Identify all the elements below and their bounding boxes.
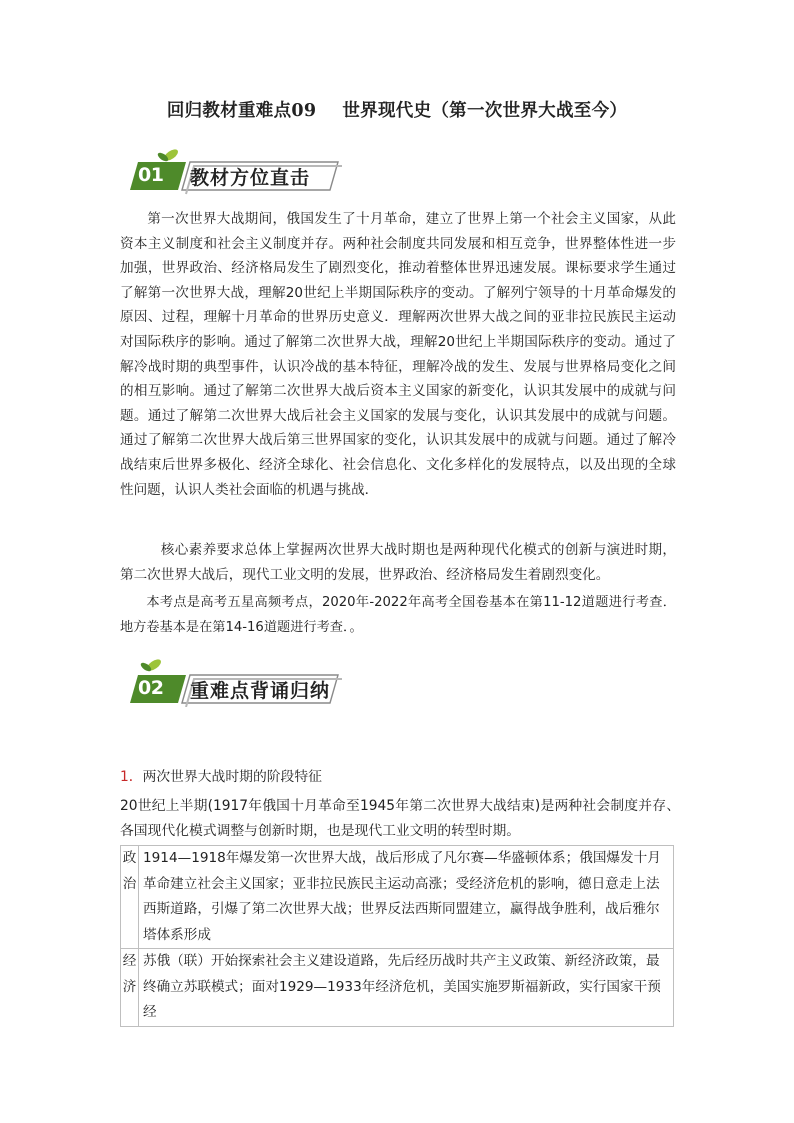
period-features-table [120, 845, 674, 1027]
section-heading [120, 767, 322, 787]
row-content: 苏俄（联）开始探索社会主义建设道路，先后经历战时共产主义政策、新经济政策，最终确立苏联模式；面对1929—1933年经济危机，美国实施罗斯福新政，实行国家干预经 [139, 949, 674, 1027]
row-category: 经济 [121, 949, 139, 1027]
section-number: 1． [120, 769, 143, 785]
table-row [121, 846, 674, 949]
intro-paragraph-2: 核心素养要求总体上掌握两次世界大战时期也是两种现代化模式的创新与演进时期，第二次世界大战后，现代工业文明的发展，世界政治、经济格局发生着剧烈变化。 [120, 542, 676, 583]
leaf-icon [139, 657, 162, 673]
section-banner-01 [124, 148, 342, 198]
banner-label: 重难点背诵归纳 [190, 680, 331, 702]
leaf-icon [156, 148, 179, 163]
section-banner-02 [124, 657, 342, 707]
section-intro: 20世纪上半期(1917年俄国十月革命至1945年第二次世界大战结束)是两种社会制度并存、各国现代化模式调整与创新时期，也是现代工业文明的转型时期。 [120, 798, 680, 839]
title-part-1: 回归教材重难点09 [166, 101, 317, 121]
section-title: 两次世界大战时期的阶段特征 [142, 769, 322, 785]
row-category: 政治 [121, 846, 139, 949]
banner-number: 01 [138, 164, 164, 186]
intro-paragraph-1: 第一次世界大战期间，俄国发生了十月革命，建立了世界上第一个社会主义国家，从此资本主义制度和社会主义制度并存。两种社会制度共同发展和相互竞争，世界整体性进一步加强，世界政治、经济格局发生了剧烈变化，推动着整体世界迅速发展。课标要求学生通过了解第一次世界大战，理解20世纪上半期国际秩序的变动。了解列宁领导的十月革命爆发的原因、过程，理解十月革命的世界历史意义．理解两次世界大战之间的亚非拉民族民主运动对国际秩序的影响。通过了解第二次世界大战，理解20世纪上半期国际秩序的变动。通过了解冷战时期的典型事件，认识冷战的基本特征，理解冷战的发生、发展与世界格局变化之间的相互影响。通过了解第二次世界大战后资本主义国家的新变化，认识其发展中的成就与问题。通过了解第二次世界大战后社会主义国家的发展与变化，认识其发展中的成就与问题。通过了解第二次世界大战后第三世界国家的变化，认识其发展中的成就与问题。通过了解冷战结束后世界多极化、经济全球化、社会信息化、文化多样化的发展特点，以及出现的全球性问题，认识人类社会面临的机遇与挑战． [120, 211, 676, 498]
intro-paragraph-3: 本考点是高考五星高频考点，2020年-2022年高考全国卷基本在第11-12道题进行考查．地方卷基本是在第14-16道题进行考查．。 [120, 595, 676, 635]
page-title [0, 97, 794, 122]
banner-label: 教材方位直击 [190, 167, 311, 189]
title-part-2: 世界现代史（第一次世界大战至今） [342, 101, 628, 121]
table-row [121, 949, 674, 1027]
banner-number: 02 [138, 677, 164, 699]
row-content: 1914—1918年爆发第一次世界大战，战后形成了凡尔赛—华盛顿体系；俄国爆发十月革命建立社会主义国家；亚非拉民族民主运动高涨；受经济危机的影响，德日意走上法西斯道路，引爆了第二次世界大战；世界反法西斯同盟建立，赢得战争胜利，战后雅尔塔体系形成 [139, 846, 674, 949]
